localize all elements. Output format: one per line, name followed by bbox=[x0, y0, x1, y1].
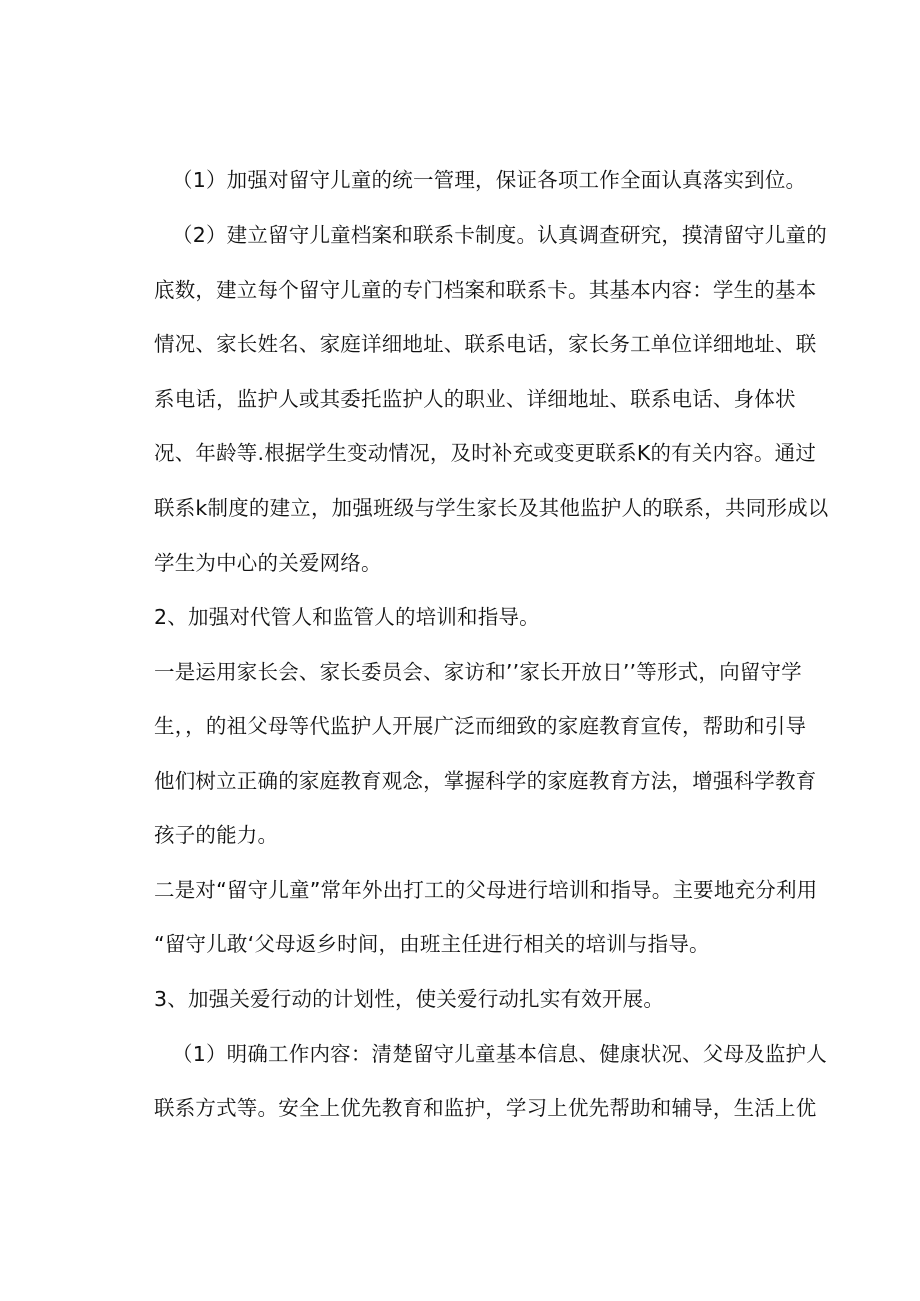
paragraph-line: 二是对“留守儿童”常年外出打工的父母进行培训和指导。主要地充分利用 bbox=[154, 878, 818, 902]
paragraph-line: 孩子的能力。 bbox=[154, 823, 279, 847]
paragraph-line: （2）建立留守儿童档案和联系卡制度。认真调查研究，摸清留守儿童的 bbox=[172, 223, 827, 247]
paragraph-line: （1）明确工作内容：清楚留守儿童基本信息、健康状况、父母及监护人 bbox=[172, 1042, 827, 1066]
paragraph-line: 生，，的祖父母等代监护人开展广泛而细致的家庭教育宣传，帮助和引导 bbox=[154, 714, 807, 738]
paragraph-line: 一是运用家长会、家长委员会、家访和’’家长开放日’’等形式，向留守学 bbox=[154, 660, 802, 684]
paragraph-line: 他们树立正确的家庭教育观念，掌握科学的家庭教育方法，增强科学教育 bbox=[154, 769, 817, 793]
paragraph-line: 学生为中心的关爱网络。 bbox=[154, 551, 382, 575]
paragraph-line: 情况、家长姓名、家庭详细地址、联系电话，家长务工单位详细地址、联 bbox=[154, 332, 817, 356]
paragraph-line: 况、年龄等.根据学生变动情况，及时补充或变更联系K的有关内容。通过 bbox=[154, 441, 817, 465]
paragraph-line: 系电话，监护人或其委托监护人的职业、详细地址、联系电话、身体状 bbox=[154, 387, 796, 411]
paragraph-line: “留守儿敢‘父母返乡时间，由班主任进行相关的培训与指导。 bbox=[154, 932, 710, 956]
paragraph-line: 联系方式等。安全上优先教育和监护，学习上优先帮助和辅导，生活上优 bbox=[154, 1096, 817, 1120]
section-heading: 2、加强对代管人和监管人的培训和指导。 bbox=[154, 605, 540, 629]
paragraph-line: （1）加强对留守儿童的统一管理，保证各项工作全面认真落实到位。 bbox=[172, 168, 807, 192]
section-heading: 3、加强关爱行动的计划性，使关爱行动扎实有效开展。 bbox=[154, 987, 665, 1011]
paragraph-line: 底数，建立每个留守儿童的专门档案和联系卡。其基本内容：学生的基本 bbox=[154, 278, 817, 302]
paragraph-line: 联系k制度的建立，加强班级与学生家长及其他监护人的联系，共同形成以 bbox=[154, 496, 829, 520]
